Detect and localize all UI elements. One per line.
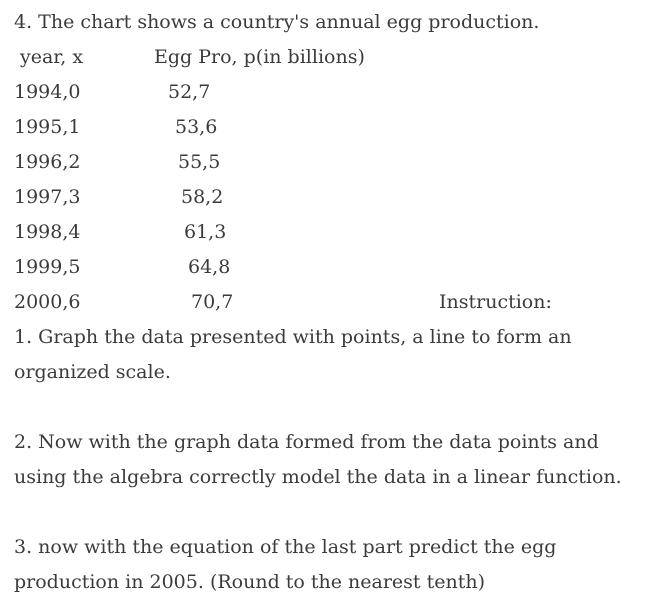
year-cell: 1994,0 (14, 81, 81, 103)
instruction-2-line2: using the algebra correctly model the data in a linear function. (14, 466, 622, 488)
production-cell: 58,2 (181, 186, 224, 208)
instruction-label: Instruction: (439, 291, 552, 313)
production-cell: 52,7 (168, 81, 211, 103)
table-header-year: year, x (20, 46, 84, 68)
instruction-2-line1: 2. Now with the graph data formed from the data points and (14, 431, 599, 453)
production-cell: 61,3 (184, 221, 227, 243)
production-cell: 53,6 (175, 116, 218, 138)
year-cell: 1995,1 (14, 116, 81, 138)
question-title: 4. The chart shows a country's annual egg production. (14, 11, 540, 33)
instruction-1-line1: 1. Graph the data presented with points, a line to form an (14, 326, 572, 348)
production-cell: 64,8 (188, 256, 231, 278)
instruction-1-line2: organized scale. (14, 361, 171, 383)
year-cell: 1996,2 (14, 151, 81, 173)
table-header-production: Egg Pro, p(in billions) (154, 46, 365, 68)
instruction-3-line2: production in 2005. (Round to the nearest tenth) (14, 571, 486, 593)
year-cell: 1997,3 (14, 186, 81, 208)
production-cell: 55,5 (178, 151, 221, 173)
year-cell: 1999,5 (14, 256, 81, 278)
instruction-3-line1: 3. now with the equation of the last part predict the egg (14, 536, 557, 558)
year-cell: 2000,6 (14, 291, 81, 313)
production-cell: 70,7 (191, 291, 234, 313)
year-cell: 1998,4 (14, 221, 81, 243)
